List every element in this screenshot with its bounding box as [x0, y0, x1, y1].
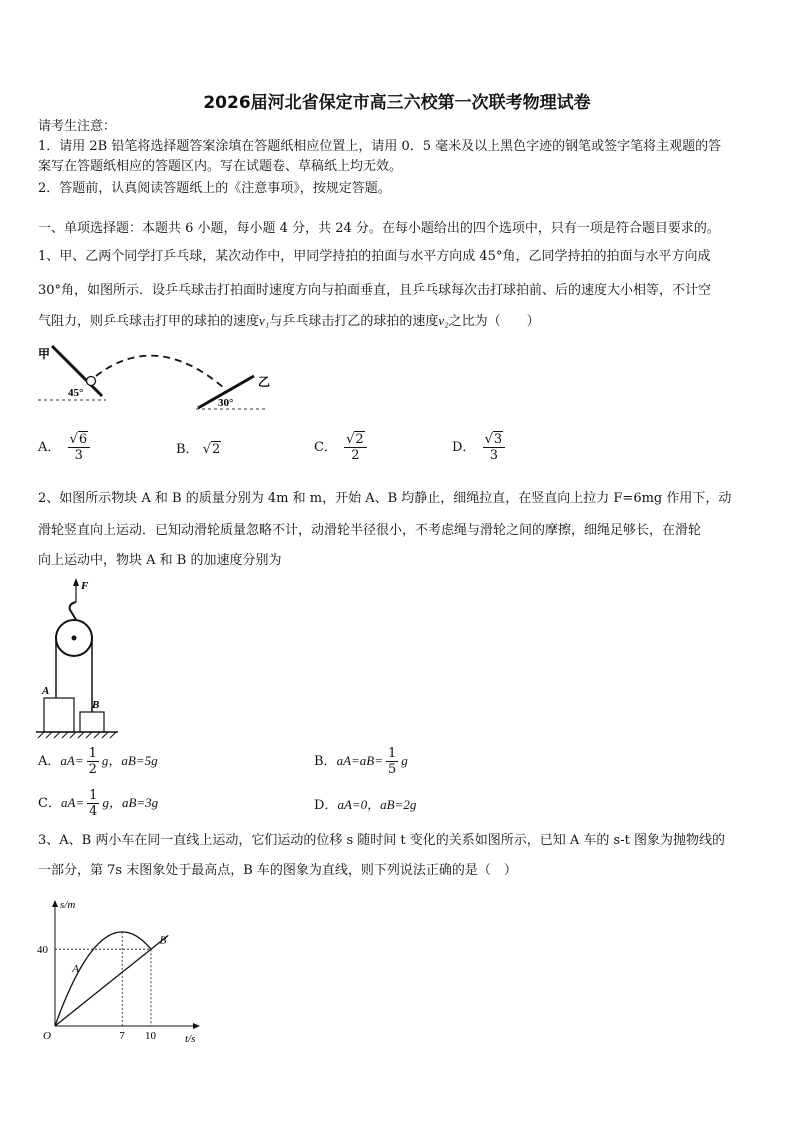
fraction: $\frac{√2}{2}$: [344, 432, 367, 463]
arrow-head-icon: [73, 578, 79, 586]
q2-option-a[interactable]: A．aA= $\frac{1}{2}$ g，aB=5g: [38, 746, 158, 777]
q2-option-c[interactable]: C．aA= $\frac{1}{4}$ g，aB=3g: [38, 788, 159, 819]
angle-30: 30°: [218, 397, 234, 409]
label-A: A: [42, 685, 50, 697]
pulley-axle: [72, 636, 77, 641]
q1-line3-a: 气阻力，则乒乓球击打甲的球拍的速度: [38, 314, 260, 329]
v1-symbol: v₁: [259, 313, 270, 328]
fraction: $\frac{1}{2}$: [88, 746, 97, 777]
x-axis-arrow-icon: [193, 1023, 200, 1029]
q1-option-d[interactable]: D． $\frac{√3}{3}$: [452, 432, 508, 463]
q1-option-b[interactable]: B． √2: [176, 442, 221, 457]
ball-trajectory: [96, 356, 224, 388]
q2-pulley-figure: [34, 576, 124, 740]
q2-option-d[interactable]: D．aA=0，aB=2g: [314, 797, 417, 813]
fraction: $\frac{1}{5}$: [388, 746, 397, 777]
q1-line3: [38, 312, 758, 331]
q3-line2: 一部分，第 7s 末图象处于最高点，B 车的图象为直线，则下列说法正确的是（ ）: [38, 863, 517, 878]
notice-item1-line2: 案写在答题纸相应的答题区内。写在试题卷、草稿纸上均无效。: [38, 159, 403, 174]
label-F: F: [81, 580, 89, 592]
q2-line3: 向上运动中，物块 A 和 B 的加速度分别为: [38, 553, 282, 568]
q2-line1: 2、如图所示物块 A 和 B 的质量分别为 4m 和 m，开始 A、B 均静止，细绳拉直，在竖直向上拉力 F=6mg 作用下，动: [38, 491, 732, 506]
hook-icon: [70, 602, 76, 620]
label-jia: 甲: [38, 347, 51, 361]
label-yi: 乙: [258, 375, 271, 389]
fraction: $\frac{√3}{3}$: [483, 432, 506, 463]
q1-line1: 1、甲、乙两个同学打乒乓球，某次动作中，甲同学持拍的拍面与水平方向成 45°角，乙同学持拍的拍面与水平方向成: [38, 249, 711, 264]
notice-heading: 请考生注意：: [38, 119, 117, 134]
series-B-label: B: [159, 934, 167, 947]
series-A-label: A: [72, 963, 80, 976]
q1-option-c[interactable]: C． $\frac{√2}{2}$: [314, 432, 370, 463]
series-A-curve: [55, 932, 151, 1026]
y-tick-label: 40: [37, 944, 48, 957]
fraction: $\frac{√6}{3}$: [68, 432, 91, 463]
y-axis-label: s/m: [60, 899, 76, 911]
x-tick-label: 7: [119, 1030, 125, 1042]
q2-option-b[interactable]: B．aA=aB= $\frac{1}{5}$ g: [314, 746, 408, 777]
block-B: [80, 712, 104, 732]
fraction: $\frac{1}{4}$: [89, 788, 98, 819]
sqrt: √2: [202, 442, 221, 457]
origin-label: O: [43, 1030, 51, 1042]
section-heading: 一、单项选择题：本题共 6 小题，每小题 4 分，共 24 分。在每小题给出的四个选项中，只有一项是符合题目要求的。: [38, 221, 720, 236]
q1-line2: 30°角，如图所示．设乒乓球击打拍面时速度方向与拍面垂直，且乒乓球每次击打球拍前、后的速度大小相等，不计空: [38, 283, 712, 298]
notice-item1-line1: 1．请用 2B 铅笔将选择题答案涂填在答题纸相应位置上，请用 0．5 毫米及以上黑色字迹的钢笔或签字笔将主观题的答: [38, 139, 722, 154]
notice-item2: 2．答题前，认真阅读答题纸上的《注意事项》，按规定答题。: [38, 181, 391, 196]
block-A: [44, 698, 74, 732]
q1-line3-b: 与乒乓球击打乙的球拍的速度: [269, 314, 439, 329]
x-tick-label: 10: [145, 1030, 156, 1042]
label-B: B: [92, 699, 100, 711]
q2-line2: 滑轮竖直向上运动．已知动滑轮质量忽略不计，动滑轮半径很小，不考虑绳与滑轮之间的摩擦，细绳足够长，在滑轮: [38, 523, 702, 538]
ground-hatch: [38, 732, 116, 738]
x-axis-label: t/s: [185, 1033, 196, 1045]
angle-45: 45°: [68, 387, 84, 399]
q3-st-chart: [30, 894, 210, 1050]
ball-icon: [87, 377, 96, 386]
y-axis-arrow-icon: [52, 900, 58, 907]
q1-figure: [36, 340, 286, 418]
q1-option-a[interactable]: A． $\frac{√6}{3}$: [38, 432, 93, 463]
v2-symbol: v₂: [438, 313, 449, 328]
q3-line1: 3、A、B 两小车在同一直线上运动，它们运动的位移 s 随时间 t 变化的关系如图所示，已知 A 车的 s-t 图象为抛物线的: [38, 833, 725, 848]
page-title: 2026届河北省保定市高三六校第一次联考物理试卷: [203, 93, 591, 113]
q1-line3-c: 之比为（ ）: [448, 314, 540, 329]
